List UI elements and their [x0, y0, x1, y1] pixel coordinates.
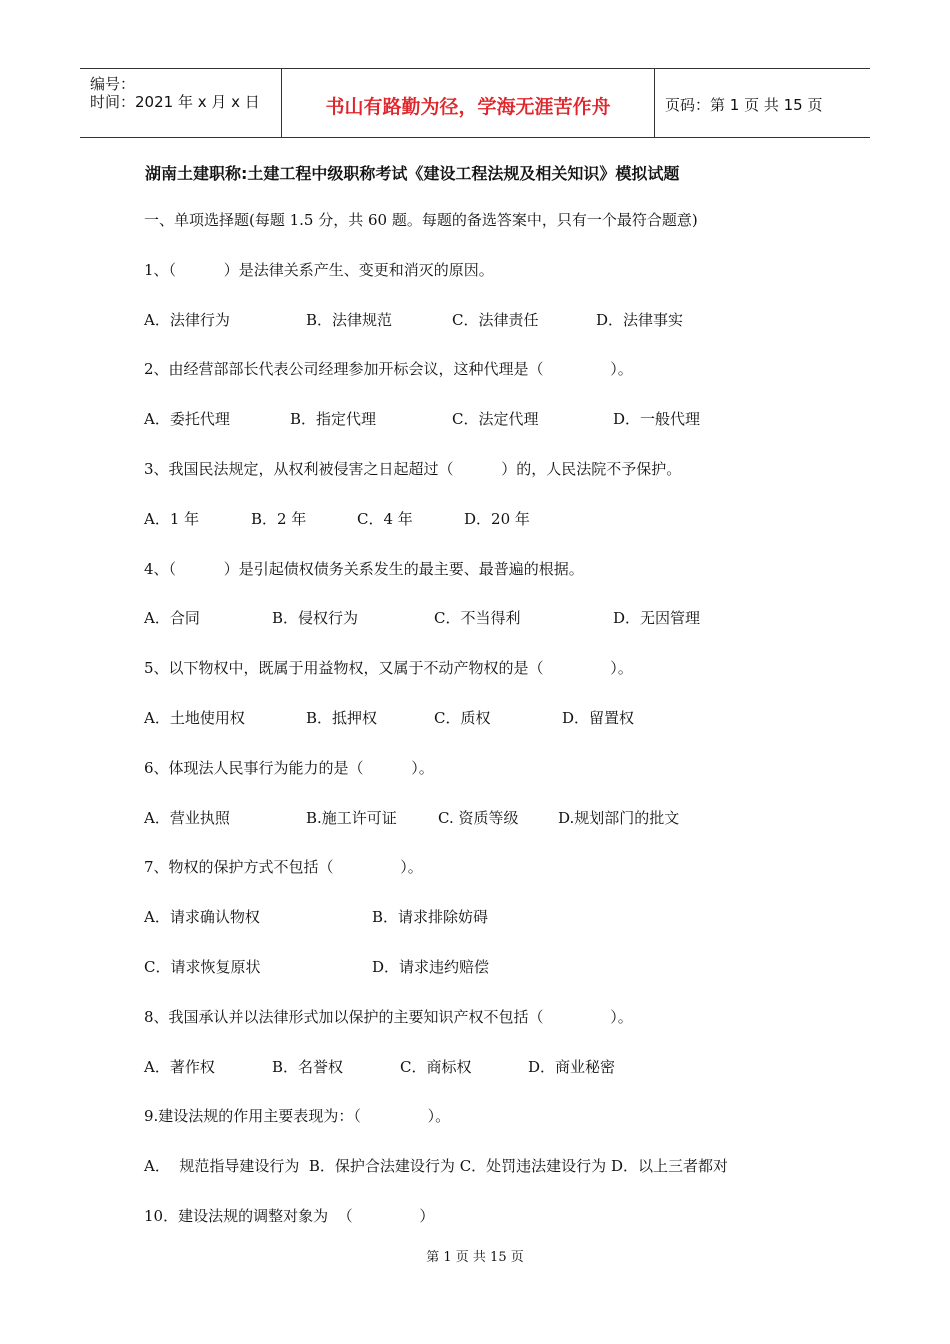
question-4-stem: 4、（ ）是引起债权债务关系发生的最主要、最普遍的根据。	[144, 559, 584, 578]
question-1-options	[144, 310, 844, 360]
q6-option-d: D.规划部门的批文	[558, 808, 680, 827]
question-3-stem: 3、我国民法规定，从权利被侵害之日起超过（ ）的，人民法院不予保护。	[144, 459, 682, 478]
q3-option-d: D．20 年	[464, 509, 530, 528]
question-7-options-row-1	[144, 907, 844, 957]
question-9-options: A． 规范指导建设行为 B．保护合法建设行为 C．处罚违法建设行为 D．以上三者都对	[144, 1157, 728, 1176]
document-time-label: 时间：2021 年 x 月 x 日	[90, 93, 260, 111]
header-left-cell	[80, 69, 282, 137]
question-5-stem: 5、以下物权中，既属于用益物权，又属于不动产物权的是（ ）。	[144, 659, 633, 678]
question-6-stem: 6、体现法人民事行为能力的是（ ）。	[144, 758, 434, 777]
document-code-label: 编号：	[90, 75, 136, 93]
q2-option-a: A．委托代理	[144, 410, 230, 429]
q4-option-d: D．无因管理	[613, 609, 701, 628]
q7-option-d: D．请求违约赔偿	[372, 957, 490, 976]
question-7-stem: 7、物权的保护方式不包括（ ）。	[144, 858, 423, 877]
q2-option-c: C．法定代理	[452, 410, 539, 429]
question-1-stem: 1、（ ）是法律关系产生、变更和消灭的原因。	[144, 260, 494, 279]
q4-option-a: A．合同	[144, 609, 200, 628]
q1-option-b: B．法律规范	[306, 310, 393, 329]
question-3-options	[144, 509, 844, 559]
question-7-options-row-2	[144, 957, 844, 1007]
q1-option-c: C．法律责任	[452, 310, 539, 329]
question-2-stem: 2、由经营部部长代表公司经理参加开标会议，这种代理是（ ）。	[144, 360, 633, 379]
q3-option-a: A．1 年	[144, 509, 200, 528]
exam-title: 湖南土建职称:土建工程中级职称考试《建设工程法规及相关知识》模拟试题	[145, 164, 680, 183]
q8-option-d: D．商业秘密	[528, 1057, 616, 1076]
q7-option-b: B．请求排除妨碍	[372, 908, 489, 927]
q2-option-d: D．一般代理	[613, 410, 701, 429]
question-2-options	[144, 409, 844, 459]
q4-option-b: B．侵权行为	[272, 609, 359, 628]
q3-option-c: C．4 年	[357, 509, 413, 528]
header-page-label: 页码：第 1 页 共 15 页	[665, 96, 823, 114]
header-middle-cell	[282, 69, 655, 137]
q2-option-b: B．指定代理	[290, 410, 377, 429]
q7-option-c: C．请求恢复原状	[144, 957, 261, 976]
q8-option-a: A．著作权	[144, 1057, 215, 1076]
q1-option-a: A．法律行为	[144, 310, 230, 329]
question-4-options	[144, 608, 844, 658]
q6-option-a: A．营业执照	[144, 808, 230, 827]
header-motto: 书山有路勤为径，学海无涯苦作舟	[325, 96, 611, 118]
page-header	[80, 68, 870, 138]
q1-option-d: D．法律事实	[596, 310, 684, 329]
q4-option-c: C．不当得利	[434, 609, 521, 628]
header-right-cell	[655, 69, 870, 137]
q5-option-c: C．质权	[434, 708, 491, 727]
exam-content	[144, 210, 844, 1256]
question-6-options	[144, 808, 844, 858]
q8-option-b: B．名誉权	[272, 1057, 344, 1076]
section-heading: 一、单项选择题(每题 1.5 分，共 60 题。每题的备选答案中，只有一个最符合题意)	[144, 211, 698, 229]
page-footer: 第 1 页 共 15 页	[426, 1250, 524, 1265]
q8-option-c: C．商标权	[400, 1057, 472, 1076]
q5-option-d: D．留置权	[562, 708, 635, 727]
q5-option-a: A．土地使用权	[144, 708, 245, 727]
q3-option-b: B．2 年	[251, 509, 307, 528]
question-9-stem: 9.建设法规的作用主要表现为：（ ）。	[144, 1107, 451, 1126]
question-5-options	[144, 708, 844, 758]
q6-option-c: C. 资质等级	[438, 808, 519, 827]
question-8-options	[144, 1057, 844, 1107]
q7-option-a: A．请求确认物权	[144, 908, 260, 927]
question-8-stem: 8、我国承认并以法律形式加以保护的主要知识产权不包括（ ）。	[144, 1007, 633, 1026]
question-10-stem: 10．建设法规的调整对象为 （ ）	[144, 1206, 435, 1225]
q6-option-b: B.施工许可证	[306, 808, 397, 827]
q5-option-b: B．抵押权	[306, 708, 378, 727]
